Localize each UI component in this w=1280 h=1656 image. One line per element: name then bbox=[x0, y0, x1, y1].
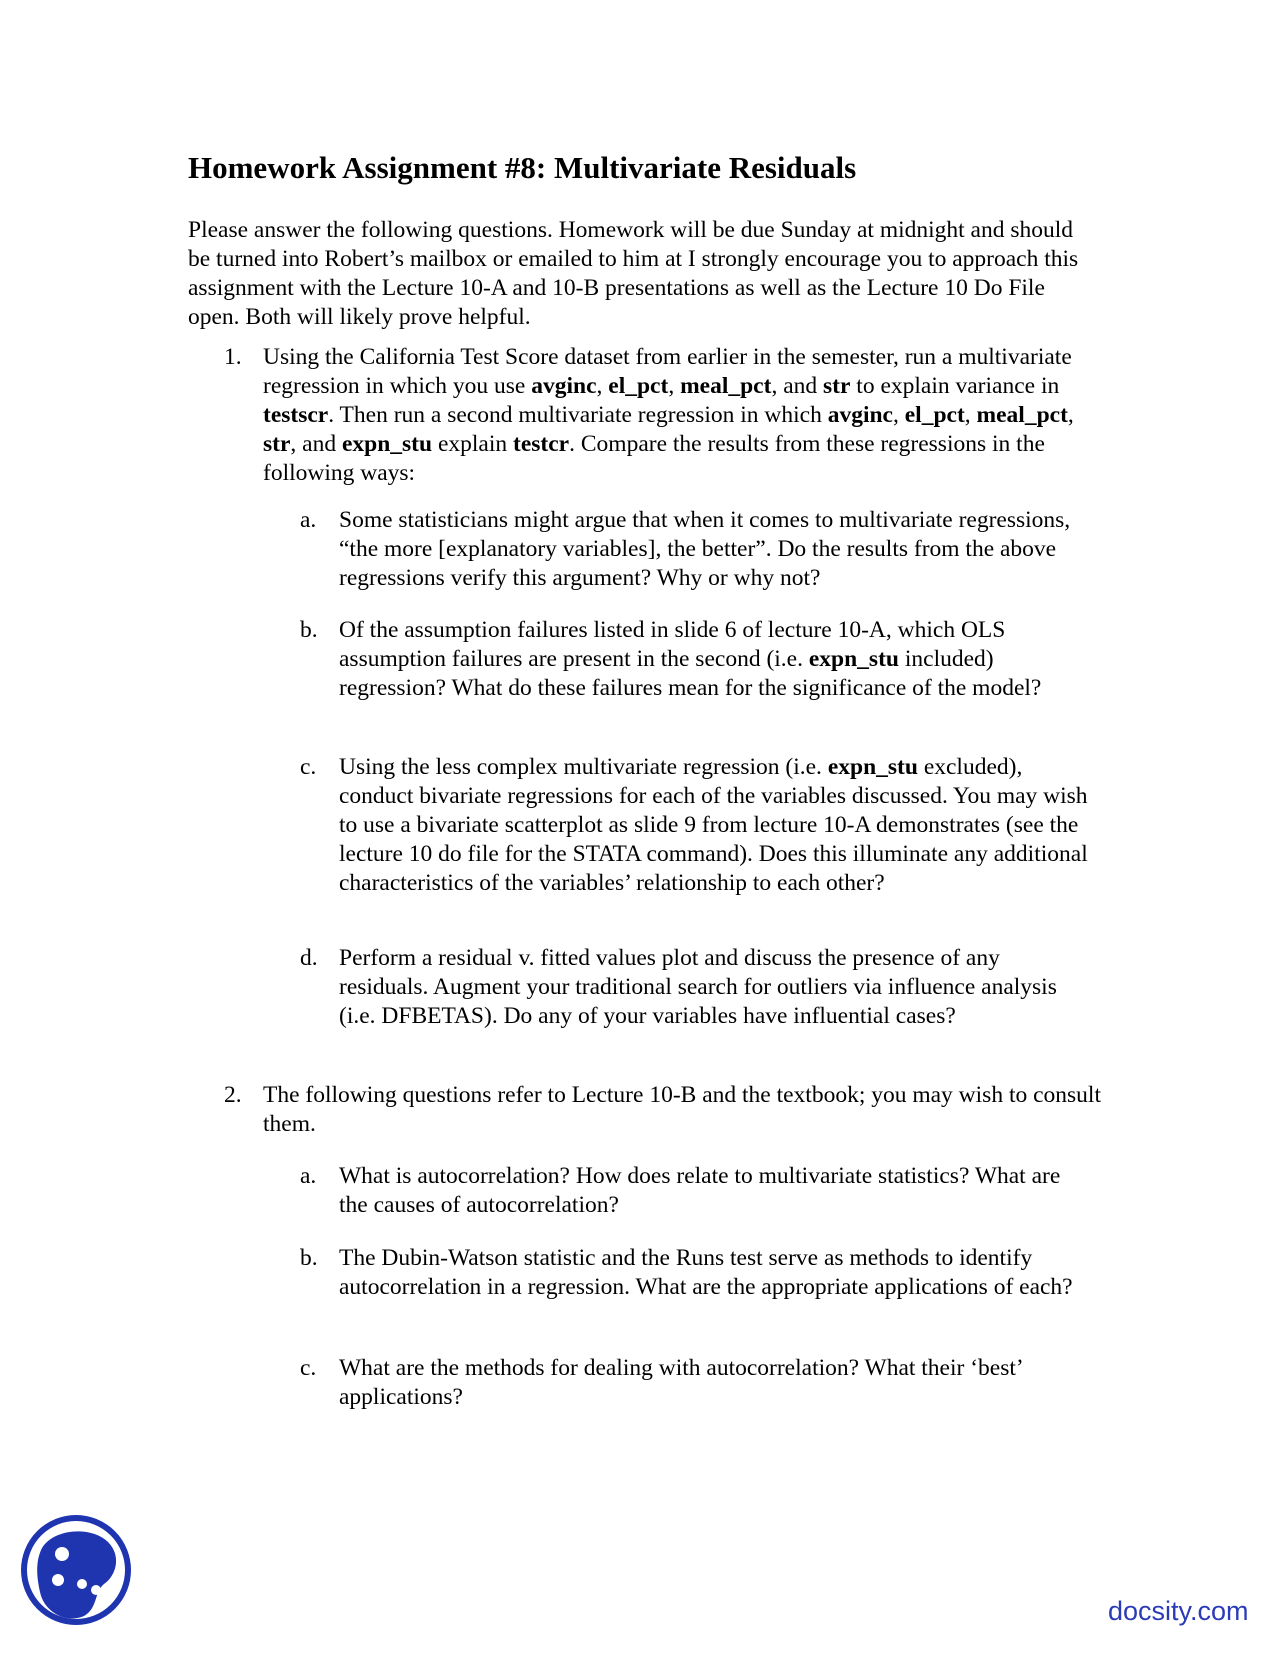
variable-name: meal_pct bbox=[976, 402, 1068, 428]
sub-letter: a. bbox=[300, 507, 317, 533]
question-2a-text: What is autocorrelation? How does relate to multivariate statistics? What are the causes of autocorrelation? bbox=[339, 1163, 1061, 1218]
question-2b bbox=[300, 1244, 1090, 1302]
question-2-text: The following questions refer to Lecture 10-B and the textbook; you may wish to consult them. bbox=[263, 1082, 1101, 1137]
sub-letter: b. bbox=[300, 1245, 318, 1271]
question-2b-text: The Dubin-Watson statistic and the Runs test serve as methods to identify autocorrelation in a regression. What are the appropriate applications of each? bbox=[339, 1245, 1073, 1300]
variable-name: testscr bbox=[263, 402, 329, 428]
sub-letter: a. bbox=[300, 1163, 317, 1189]
intro-paragraph: Please answer the following questions. Homework will be due Sunday at midnight and should be turned into Robert’s mailbox or emailed to him at I strongly encourage you to approach this assignment with the Lecture 10-A and 10-B presentations as well as the Lecture 10 Do File open. Both will likely prove helpful. bbox=[188, 217, 1079, 330]
question-1 bbox=[224, 343, 1104, 488]
variable-name: expn_stu bbox=[808, 646, 899, 672]
variable-name: avginc bbox=[827, 402, 893, 428]
sub-letter: d. bbox=[300, 945, 318, 971]
question-1a bbox=[300, 506, 1090, 593]
question-1c-text: Using the less complex multivariate regression (i.e. expn_stu excluded), conduct bivariate regressions for each of the variables discussed. You may wish to use a bivariate scatterplot as slide 9 from lecture 10-A demonstrates (see the lecture 10 do file for the STATA command). Does this illuminate any additional characteristics of the variables’ relationship to each other? bbox=[339, 754, 1088, 896]
question-number: 1. bbox=[224, 344, 242, 370]
question-1b bbox=[300, 616, 1090, 703]
variable-name: expn_stu bbox=[341, 431, 433, 457]
sub-letter: c. bbox=[300, 754, 317, 780]
sub-letter: b. bbox=[300, 617, 318, 643]
question-1a-text: Some statisticians might argue that when it comes to multivariate regressions, “the more [explanatory variables], the better”. Do the results from the above regressions verify this argument? Why or why not? bbox=[339, 507, 1071, 591]
docsity-link[interactable]: docsity.com bbox=[1108, 1596, 1249, 1626]
variable-name: meal_pct bbox=[680, 373, 772, 399]
question-1d-text: Perform a residual v. fitted values plot and discuss the presence of any residuals. Augment your traditional search for outliers via influence analysis (i.e. DFBETAS). Do any of your variables have influential cases? bbox=[339, 945, 1057, 1029]
question-1-text: Using the California Test Score dataset from earlier in the semester, run a multivariate regression in which you use avginc, el_pct, meal_pct, and str to explain variance in testscr. Then run a second multivariate regression in which avginc, el_pct, meal_pct, str, and expn_stu explain testcr. Compare the results from these regressions in the following ways: bbox=[263, 344, 1074, 486]
question-2c-text: What are the methods for dealing with autocorrelation? What their ‘best’ applications? bbox=[339, 1355, 1022, 1410]
variable-name: avginc bbox=[531, 373, 597, 399]
question-1c bbox=[300, 753, 1090, 898]
question-1d bbox=[300, 944, 1090, 1031]
question-1b-text: Of the assumption failures listed in slide 6 of lecture 10-A, which OLS assumption failures are present in the second (i.e. expn_stu included) regression? What do these failures mean for the significance of the model? bbox=[339, 617, 1042, 701]
sub-letter: c. bbox=[300, 1355, 317, 1381]
question-2a bbox=[300, 1162, 1090, 1220]
variable-name: el_pct bbox=[904, 402, 965, 428]
variable-name: el_pct bbox=[608, 373, 669, 399]
variable-name: expn_stu bbox=[827, 754, 918, 780]
variable-name: str bbox=[823, 373, 851, 399]
question-2c bbox=[300, 1354, 1090, 1412]
page-title: Homework Assignment #8: Multivariate Residuals bbox=[188, 150, 857, 185]
variable-name: str bbox=[263, 431, 291, 457]
docsity-logo-icon[interactable] bbox=[20, 1512, 132, 1630]
question-2 bbox=[224, 1081, 1104, 1139]
question-number: 2. bbox=[224, 1082, 242, 1108]
variable-name: testcr bbox=[513, 431, 570, 457]
